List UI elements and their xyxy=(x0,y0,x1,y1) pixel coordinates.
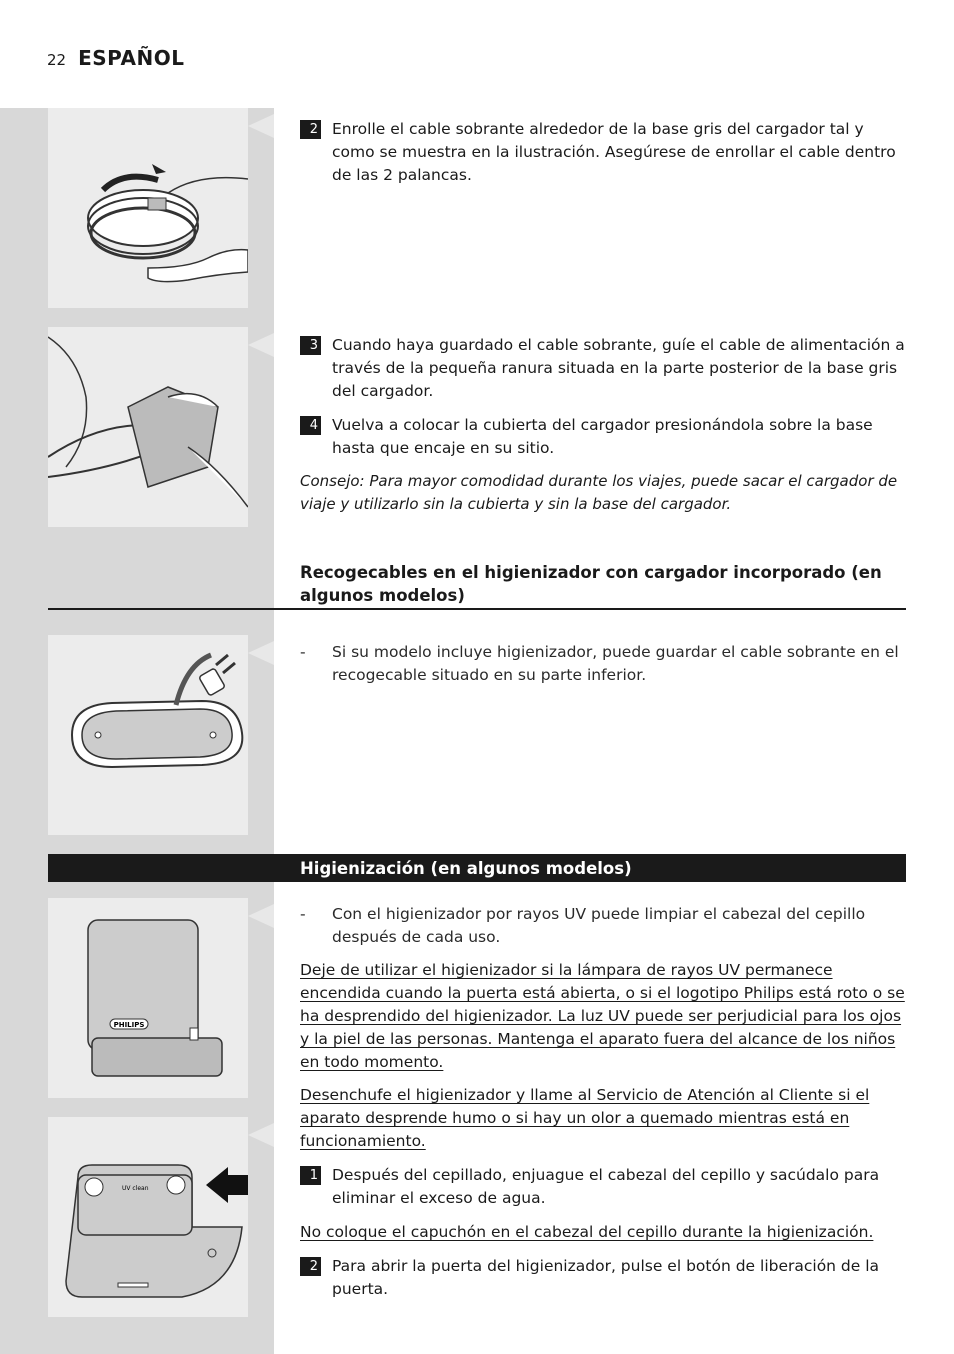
bullet-cord-storage xyxy=(300,641,910,687)
bullet-text: Si su modelo incluye higienizador, puede guardar el cable sobrante en el recogecable situado en su parte inferior. xyxy=(332,643,899,684)
section-heading-bar xyxy=(48,854,906,882)
warning-uv-lamp xyxy=(300,959,910,1074)
section-title-cord-storage: Recogecables en el higienizador con cargador incorporado (en algunos modelos) xyxy=(300,563,882,605)
bullet-dash: - xyxy=(300,643,306,661)
illustration-sanitizer xyxy=(48,898,248,1098)
pointer-arrow xyxy=(248,333,274,357)
page-header xyxy=(47,46,184,76)
step-2-open-door xyxy=(300,1255,910,1301)
pointer-arrow xyxy=(248,904,274,928)
section-title-sanitizer: Higienización (en algunos modelos) xyxy=(300,859,632,878)
step-3-guide xyxy=(300,334,910,403)
step-text: Cuando haya guardado el cable sobrante, guíe el cable de alimentación a través de la pequeña ranura situada en la parte posterior de la base gris del cargador. xyxy=(332,336,905,400)
step-text: Enrolle el cable sobrante alrededor de la base gris del cargador tal y como se muestra en la ilustración. Asegúrese de enrollar el cable dentro de las 2 palancas. xyxy=(332,120,896,184)
illustration-wind-cord xyxy=(48,108,248,308)
warning-cap xyxy=(300,1221,910,1244)
step-1-rinse xyxy=(300,1164,910,1210)
uv-label: UV clean xyxy=(122,1185,149,1192)
step-text: Vuelva a colocar la cubierta del cargador presionándola sobre la base hasta que encaje en su sitio. xyxy=(332,416,873,457)
step-2-wind xyxy=(300,118,910,187)
pointer-arrow xyxy=(248,641,274,665)
illustration-release-button xyxy=(48,1117,248,1317)
step-text: Para abrir la puerta del higienizador, pulse el botón de liberación de la puerta. xyxy=(332,1257,880,1298)
bullet-uv-clean xyxy=(300,903,910,949)
page-language: ESPAÑOL xyxy=(78,46,185,70)
bullet-text: Con el higienizador por rayos UV puede limpiar el cabezal del cepillo después de cada uso. xyxy=(332,905,866,946)
pointer-arrow xyxy=(248,1123,274,1147)
step-number: 2 xyxy=(300,120,321,139)
page-number: 22 xyxy=(47,51,67,69)
warning-smoke xyxy=(300,1084,910,1153)
step-number: 3 xyxy=(300,336,321,355)
step-text: Después del cepillado, enjuague el cabezal del cepillo y sacúdalo para eliminar el exceso de agua. xyxy=(332,1166,880,1207)
warning-text: No coloque el capuchón en el cabezal del cepillo durante la higienización. xyxy=(300,1223,874,1241)
philips-logo: PHILIPS xyxy=(113,1021,145,1029)
step-number: 4 xyxy=(300,416,321,435)
step-4-cover xyxy=(300,414,910,460)
warning-text: Deje de utilizar el higienizador si la lámpara de rayos UV permanece encendida cuando la puerta está abierta, o si el logotipo Philips está roto o se ha desprendido del higienizador. La luz UV puede ser perjudicial para los ojos y la piel de las personas. Mantenga el aparato fuera del alcance de los niños en todo momento. xyxy=(300,961,905,1071)
pointer-arrow xyxy=(248,114,274,138)
illustration-guide-cord xyxy=(48,327,248,527)
tip-text: Consejo: Para mayor comodidad durante los viajes, puede sacar el cargador de viaje y utilizarlo sin la cubierta y sin la base del cargador. xyxy=(300,472,898,513)
step-number: 1 xyxy=(300,1166,321,1185)
warning-text: Desenchufe el higienizador y llame al Servicio de Atención al Cliente si el aparato desprende humo o si hay un olor a quemado mientras está en funcionamiento. xyxy=(300,1086,870,1150)
illustration-cord-storage xyxy=(48,635,248,835)
bullet-dash: - xyxy=(300,905,306,923)
section-divider xyxy=(48,608,906,610)
step-number: 2 xyxy=(300,1257,321,1276)
